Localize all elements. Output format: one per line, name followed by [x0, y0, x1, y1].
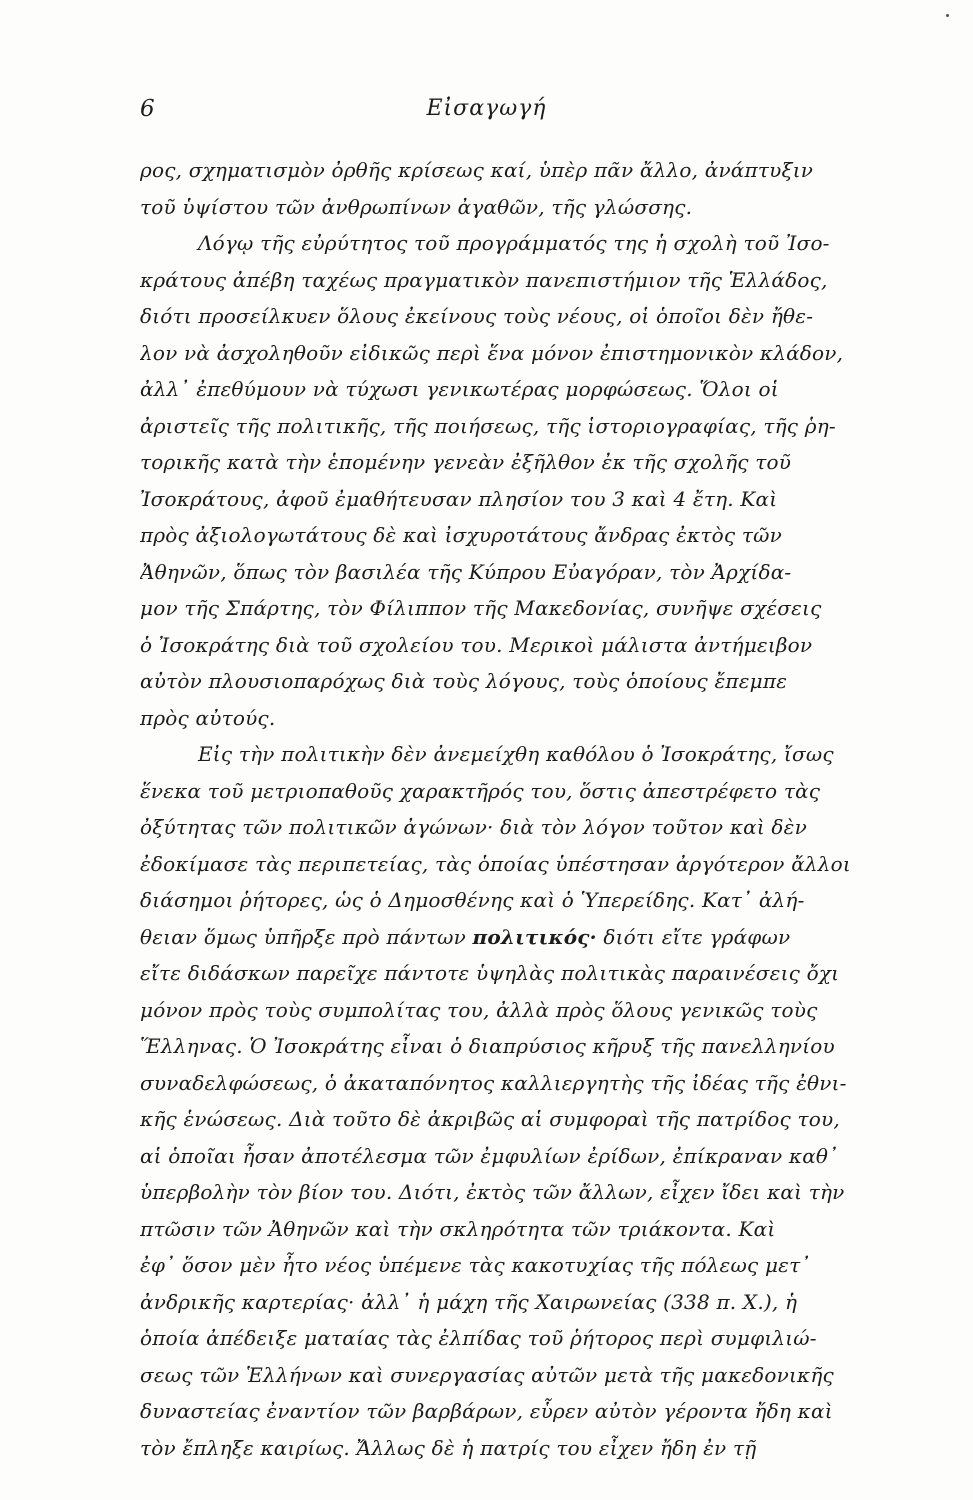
text-line: ἀριστεῖς τῆς πολιτικῆς, τῆς ποιήσεως, τῆς ἱστοριογραφίας, τῆς ῥη-: [140, 413, 836, 438]
text-line: συναδελφώσεως, ὁ ἀκαταπόνητος καλλιεργητὴς τῆς ἰδέας τῆς ἐθνι-: [140, 1070, 847, 1095]
text-line: λον νὰ ἀσχοληθοῦν εἰδικῶς περὶ ἕνα μόνον ἐπιστημονικὸν κλάδον,: [140, 340, 844, 365]
text-line: κῆς ἑνώσεως. Διὰ τοῦτο δὲ ἀκριβῶς αἱ συμφοραὶ τῆς πατρίδος του,: [140, 1107, 840, 1131]
text-line: ἐδοκίμασε τὰς περιπετείας, τὰς ὁποίας ὑπέστησαν ἀργότερον ἄλλοι: [140, 851, 851, 876]
text-line: Ἕλληνας. Ὁ Ἰσοκράτης εἶναι ὁ διαπρύσιος κῆρυξ τῆς πανελληνίου: [140, 1034, 835, 1058]
text-line: ἀνδρικῆς καρτερίας· ἀλλ᾽ ἡ μάχη τῆς Χαιρωνείας (338 π. Χ.), ἡ: [140, 1289, 798, 1314]
text-line: πτῶσιν τῶν Ἀθηνῶν καὶ τὴν σκληρότητα τῶν τριάκοντα. Καὶ: [140, 1216, 776, 1241]
text-line: αἱ ὁποῖαι ἦσαν ἀποτέλεσμα τῶν ἐμφυλίων ἐρίδων, ἐπίκραναν καθ᾽: [140, 1143, 839, 1168]
text-line: πρὸς αὐτούς.: [140, 705, 276, 730]
text-line: διότι προσείλκυεν ὅλους ἐκείνους τοὺς νέους, οἱ ὁποῖοι δὲν ἤθε-: [140, 304, 814, 328]
body-text: [140, 152, 884, 1466]
text-line: μον τῆς Σπάρτης, τὸν Φίλιππον τῆς Μακεδονίας, συνῆψε σχέσεις: [140, 596, 822, 620]
running-title: Εἰσαγωγή: [426, 96, 547, 121]
text-line: Λόγῳ τῆς εὐρύτητος τοῦ προγράμματός της ἡ σχολὴ τοῦ Ἰσο-: [198, 231, 830, 255]
text-line: Εἰς τὴν πολιτικὴν δὲν ἀνεμείχθη καθόλου ὁ Ἰσοκράτης, ἴσως: [198, 742, 834, 766]
paper-speck: [946, 14, 949, 17]
text-line: Ἀθηνῶν, ὅπως τὸν βασιλέα τῆς Κύπρου Εὐαγόραν, τὸν Ἀρχίδα-: [140, 559, 792, 584]
page-number: 6: [140, 96, 155, 122]
text-line: ὁ Ἰσοκράτης διὰ τοῦ σχολείου του. Μερικοὶ μάλιστα ἀντήμειβον: [140, 632, 813, 657]
text-line: [140, 919, 884, 956]
text-line: ἕνεκα τοῦ μετριοπαθοῦς χαρακτῆρός του, ὅστις ἀπεστρέφετο τὰς: [140, 778, 821, 803]
text-line: ὑπερβολὴν τὸν βίον του. Διότι, ἐκτὸς τῶν ἄλλων, εἶχεν ἴδει καὶ τὴν: [140, 1180, 845, 1204]
text-line: πρὸς ἀξιολογωτάτους δὲ καὶ ἰσχυροτάτους ἄνδρας ἐκτὸς τῶν: [140, 523, 782, 547]
text-line: τορικῆς κατὰ τὴν ἑπομένην γενεὰν ἐξῆλθον ἐκ τῆς σχολῆς τοῦ: [140, 450, 792, 474]
text-line: εἴτε διδάσκων παρεῖχε πάντοτε ὑψηλὰς πολιτικὰς παραινέσεις ὄχι: [140, 961, 840, 985]
text-line: σεως τῶν Ἑλλήνων καὶ συνεργασίας αὐτῶν μετὰ τῆς μακεδονικῆς: [140, 1362, 834, 1387]
text-segment: θειαν ὅμως ὑπῆρξε πρὸ πάντων: [140, 924, 473, 949]
text-line: ὀξύτητας τῶν πολιτικῶν ἀγώνων· διὰ τὸν λόγον τοῦτον καὶ δὲν: [140, 815, 807, 839]
text-line: αὐτὸν πλουσιοπαρόχως διὰ τοὺς λόγους, τοὺς ὁποίους ἔπεμπε: [140, 669, 788, 693]
text-line: δυναστείας ἐναντίον τῶν βαρβάρων, εὗρεν αὐτὸν γέροντα ἤδη καὶ: [140, 1399, 833, 1423]
text-segment: διότι εἴτε γράφων: [596, 924, 791, 949]
text-line: ἐφ᾽ ὅσον μὲν ἦτο νέος ὑπέμενε τὰς κακοτυχίας τῆς πόλεως μετ᾽: [140, 1253, 811, 1277]
text-line: κράτους ἀπέβη ταχέως πραγματικὸν πανεπιστήμιον τῆς Ἑλλάδος,: [140, 267, 828, 292]
text-line: ρος, σχηματισμὸν ὀρθῆς κρίσεως καί, ὑπὲρ πᾶν ἄλλο, ἀνάπτυξιν: [140, 158, 814, 182]
emphasized-word: πολιτικός·: [472, 924, 597, 949]
text-line: διάσημοι ῥήτορες, ὡς ὁ Δημοσθένης καὶ ὁ Ὑπερείδης. Κατ᾽ ἀλή-: [140, 888, 805, 912]
text-line: μόνον πρὸς τοὺς συμπολίτας του, ἀλλὰ πρὸς ὅλους γενικῶς τοὺς: [140, 997, 818, 1022]
text-line: ἀλλ᾽ ἐπεθύμουν νὰ τύχωσι γενικωτέρας μορφώσεως. Ὅλοι οἱ: [140, 377, 779, 401]
text-line: τοῦ ὑψίστου τῶν ἀνθρωπίνων ἀγαθῶν, τῆς γλώσσης.: [140, 194, 693, 219]
text-line: Ἰσοκράτους, ἀφοῦ ἐμαθήτευσαν πλησίον του 3 καὶ 4 ἔτη. Καὶ: [140, 486, 778, 511]
text-line: τὸν ἔπληξε καιρίως. Ἄλλως δὲ ἡ πατρίς του εἶχεν ἤδη ἐν τῇ: [140, 1435, 757, 1460]
text-line: ὁποία ἀπέδειξε ματαίας τὰς ἐλπίδας τοῦ ῥήτορος περὶ συμφιλιώ-: [140, 1326, 817, 1350]
